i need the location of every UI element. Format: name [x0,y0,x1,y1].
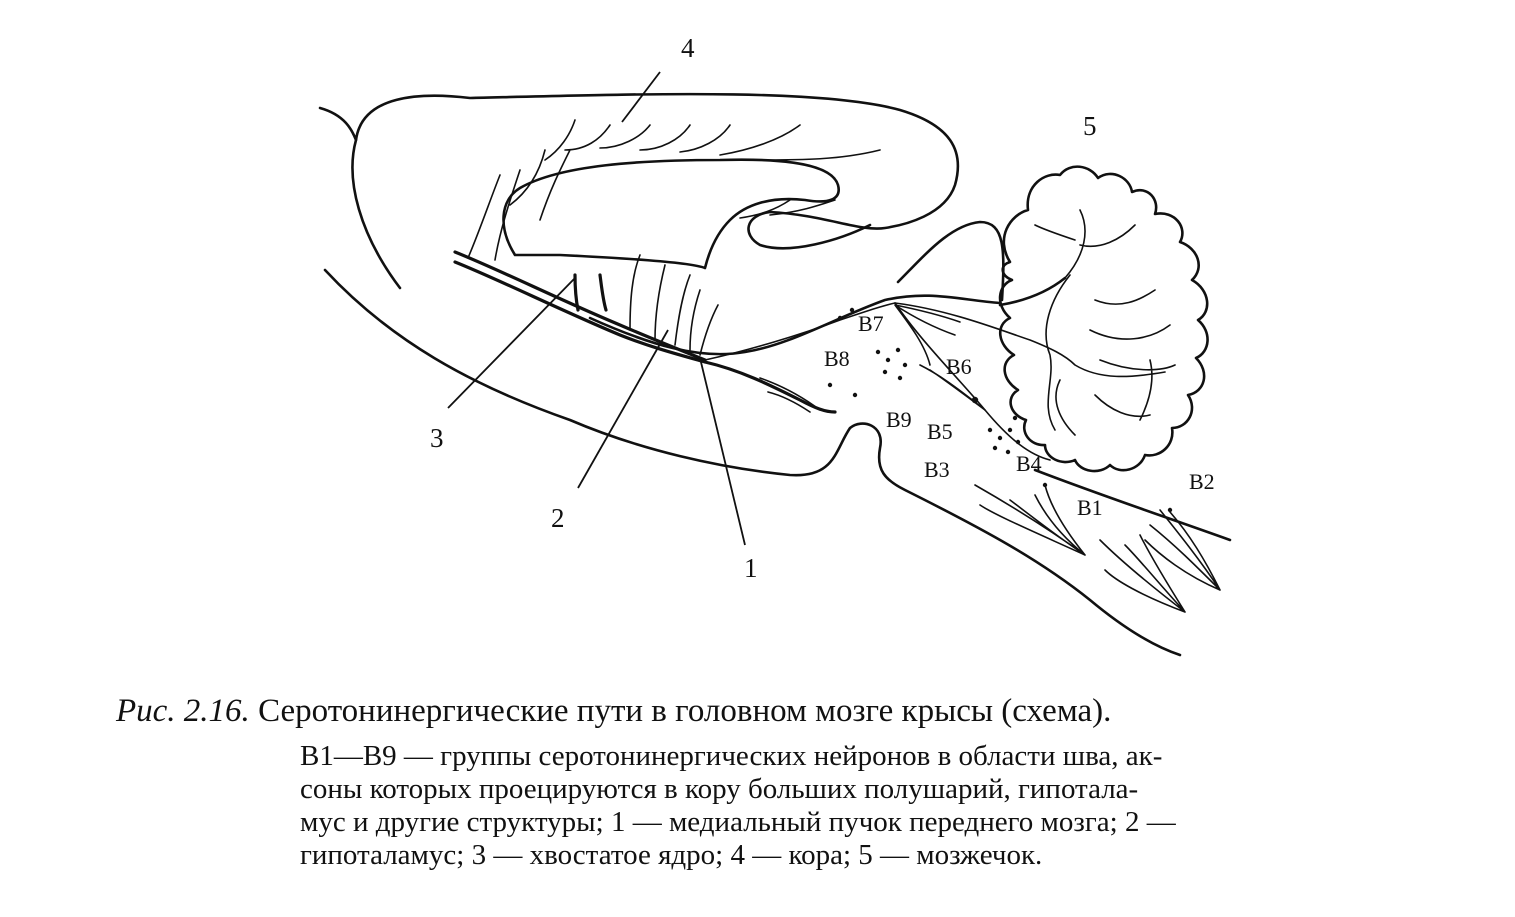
group-label-b5: B5 [927,419,953,444]
caption-line-4: гипоталамус; 3 — хвостатое ядро; 4 — кора; 5 — мозжечок. [300,839,1043,871]
callout-label-3: 3 [430,423,444,453]
caption-line-2: соны которых проецируются в кору больших полушарий, гипотала- [300,773,1139,805]
callout-label-4: 4 [681,33,695,63]
caption-title-text: Серотонинергические пути в головном мозге крысы (схема). [258,693,1112,729]
group-label-b4: B4 [1016,451,1042,476]
group-label-b9: B9 [886,407,912,432]
group-label-b2: B2 [1189,469,1215,494]
group-label-b7: B7 [858,311,884,336]
caption-prefix: Рис. 2.16. [116,693,250,729]
caption-line-1: В1—В9 — группы серотонинергических нейронов в области шва, ак- [300,740,1163,772]
callout-label-5: 5 [1083,111,1097,141]
figure-caption [116,690,1456,872]
callout-leaders [448,72,745,545]
callout-label-2: 2 [551,503,565,533]
group-label-b1: B1 [1077,495,1103,520]
group-label-b3: B3 [924,457,950,482]
caption-title [116,690,1456,732]
caption-line-3: мус и другие структуры; 1 — медиальный пучок переднего мозга; 2 — [300,806,1176,838]
callout-labels [430,33,1097,583]
group-label-b8: B8 [824,346,850,371]
group-label-b6: B6 [946,354,972,379]
caption-body [300,740,1420,872]
brain-outline [320,94,1230,655]
cerebellum [1000,167,1208,471]
callout-label-1: 1 [744,553,758,583]
